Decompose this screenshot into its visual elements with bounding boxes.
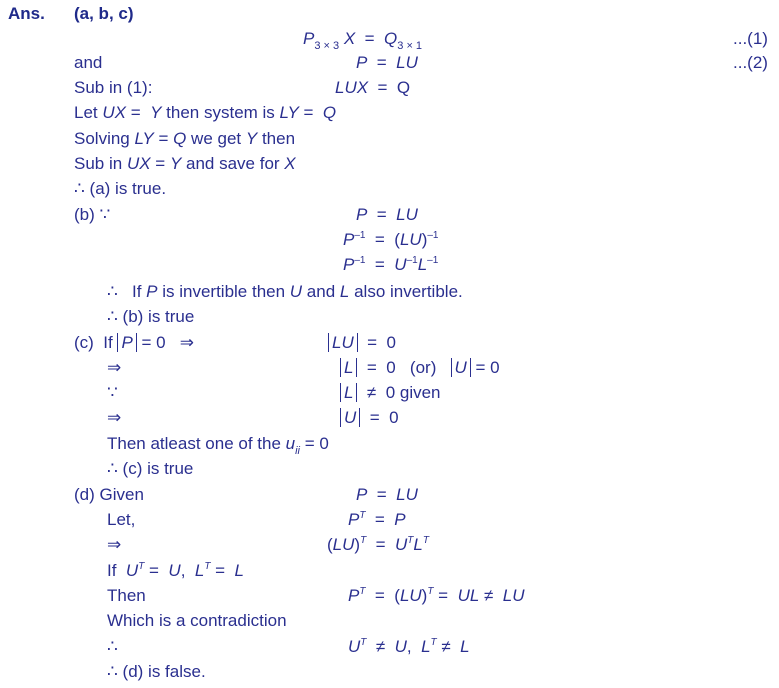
part-d-eq5: $U^T \ne U$, $L^T \ne L$	[348, 637, 470, 656]
part-b-line1: ∴ If P is invertible then U and L also invertible.	[107, 282, 463, 301]
part-c-eq2: L = 0 (or) U = 0	[340, 358, 500, 378]
equation-3: LUX = Q	[335, 78, 411, 97]
equation-1: $P_{3 \times 3}$ $X = Q_{3 \times 1}$	[303, 29, 423, 52]
part-d-label: (d) Given	[74, 485, 144, 504]
let-text: Let,	[107, 510, 136, 529]
part-d-if-line: If $U^T = U$, $L^T = L$	[107, 561, 245, 580]
part-c-eq3: L ≠ 0 given	[340, 383, 441, 403]
part-d-eq2: $P^T = P$	[348, 510, 406, 529]
conclusion-c: ∴ (c) is true	[107, 459, 194, 478]
part-d-eq3: $(LU)^T = U^TL^T$	[327, 535, 429, 554]
part-b-label: (b) ∵	[74, 205, 111, 224]
text-line-sub: Sub in UX = Y and save for X	[74, 154, 296, 173]
equation-tag-1: ...(1)	[733, 29, 768, 48]
equation-tag-2: ...(2)	[733, 53, 768, 72]
part-d-eq1: P = LU	[356, 485, 418, 504]
implies-icon: ⇒	[107, 358, 122, 377]
part-b-eq3: $P^{-1} = U^{-1}L^{-1}$	[343, 255, 439, 274]
equation-2: P = LU	[356, 53, 418, 72]
conclusion-b: ∴ (b) is true	[107, 307, 195, 326]
part-c-line1: Then atleast one of the $u_{ii} = 0$	[107, 434, 329, 457]
and-text: and	[74, 53, 103, 72]
therefore-icon: ∴	[107, 637, 118, 656]
implies-icon: ⇒	[107, 408, 122, 427]
text-line-solving: Solving LY = Q we get Y then	[74, 129, 296, 148]
then-text: Then	[107, 586, 146, 605]
part-d-eq4: $P^T = (LU)^T$ = UL ≠ LU	[348, 586, 525, 605]
contradiction-text: Which is a contradiction	[107, 611, 287, 630]
answer-options: (a, b, c)	[74, 4, 134, 23]
part-c-eq1: LU = 0	[328, 333, 396, 353]
part-c-eq4: U = 0	[340, 408, 399, 428]
part-b-eq1: P = LU	[356, 205, 418, 224]
answer-label: Ans.	[8, 4, 45, 23]
part-b-eq2: $P^{-1} = (LU)^{-1}$	[343, 230, 439, 249]
text-line-let: Let UX = Y then system is LY = Q	[74, 103, 337, 122]
sub-label: Sub in (1):	[74, 78, 153, 97]
conclusion-a: ∴ (a) is true.	[74, 179, 167, 198]
because-icon: ∵	[107, 383, 118, 402]
conclusion-d: ∴ (d) is false.	[107, 662, 206, 681]
part-c-label: (c) If P = 0 ⇒	[74, 333, 195, 352]
implies-icon: ⇒	[107, 535, 122, 554]
